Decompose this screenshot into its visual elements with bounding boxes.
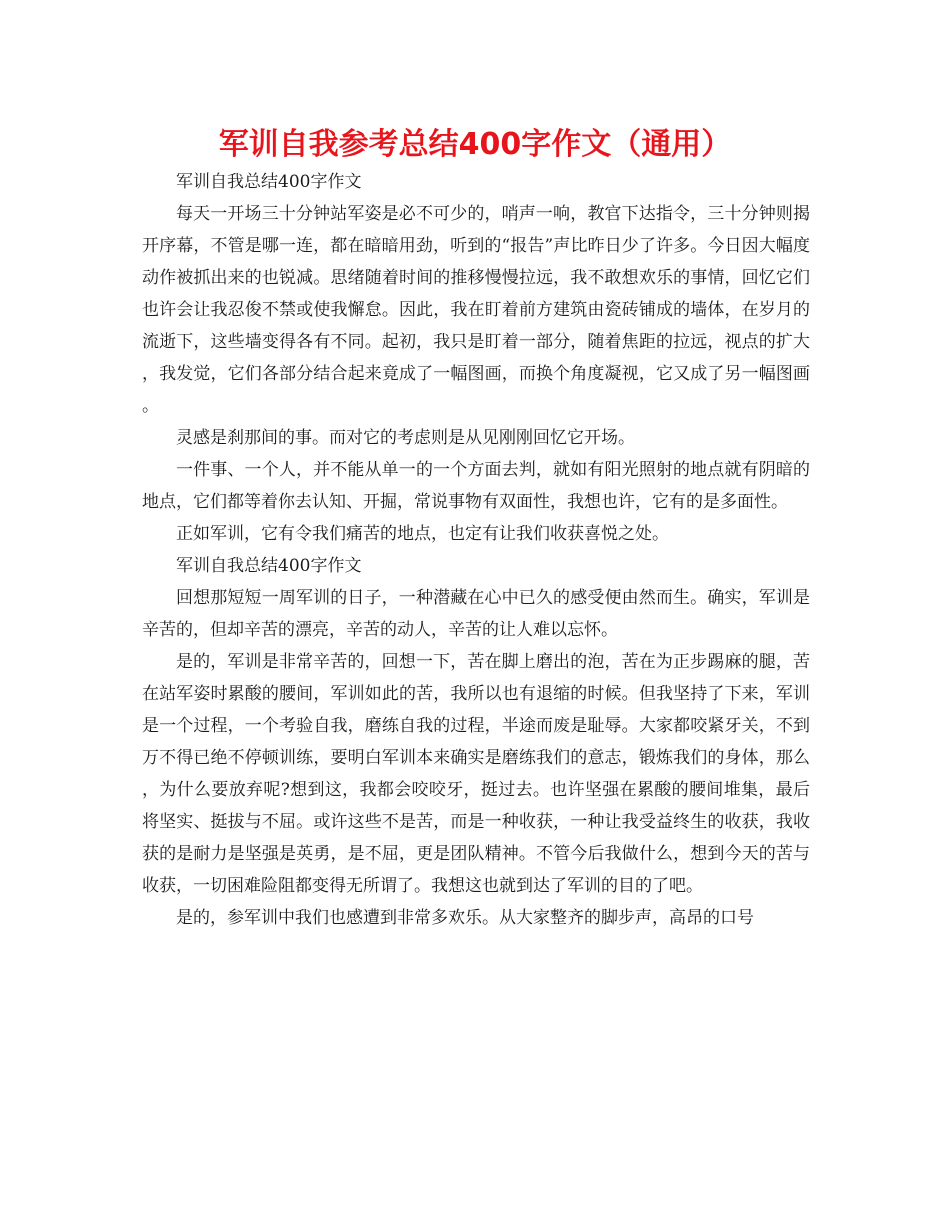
document-title: 军训自我参考总结400字作文（通用） [218, 127, 732, 162]
paragraph: 是的，参军训中我们也感遭到非常多欢乐。从大家整齐的脚步声，高昂的口号 [176, 908, 754, 928]
paragraph: 回想那短短一周军训的日子，一种潜藏在心中已久的感受便由然而生。确实，军训是辛苦的，但却辛苦的漂亮，辛苦的动人，辛苦的让人难以忘怀。 [142, 588, 810, 640]
paragraph: 灵感是刹那间的事。而对它的考虑则是从见刚刚回忆它开场。 [176, 428, 635, 448]
paragraph: 是的，军训是非常辛苦的，回想一下，苦在脚上磨出的泡，苦在为正步踢麻的腿，苦在站军姿时累酸的腰间，军训如此的苦，我所以也有退缩的时候。但我坚持了下来，军训是一个过程，一个考验自我，磨练自我的过程，半途而废是耻辱。大家都咬紧牙关，不到万不得已绝不停顿训练，要明白军训本来确实是磨练我们的意志，锻炼我们的身体，那么，为什么要放弃呢?想到这，我都会咬咬牙，挺过去。也许坚强在累酸的腰间堆集，最后将坚实、挺拔与不屈。或许这些不是苦，而是一种收获，一种让我受益终生的收获，我收获的是耐力是坚强是英勇，是不屈，更是团队精神。不管今后我做什么，想到今天的苦与收获，一切困难险阻都变得无所谓了。我想这也就到达了军训的目的了吧。 [142, 652, 810, 896]
section-heading-1: 军训自我总结400字作文 [176, 172, 362, 192]
section-heading-2: 军训自我总结400字作文 [176, 556, 362, 576]
paragraph: 一件事、一个人，并不能从单一的一个方面去判，就如有阳光照射的地点就有阴暗的地点，它们都等着你去认知、开掘，常说事物有双面性，我想也许，它有的是多面性。 [142, 460, 810, 512]
paragraph: 每天一开场三十分钟站军姿是必不可少的，哨声一响，教官下达指令，三十分钟则揭开序幕，不管是哪一连，都在暗暗用劲，听到的“报告”声比昨日少了许多。今日因大幅度动作被抓出来的也锐减。思绪随着时间的推移慢慢拉远，我不敢想欢乐的事情，回忆它们也许会让我忍俊不禁或使我懈怠。因此，我在盯着前方建筑由瓷砖铺成的墙体，在岁月的流逝下，这些墙变得各有不同。起初，我只是盯着一部分，随着焦距的拉远，视点的扩大，我发觉，它们各部分结合起来竟成了一幅图画，而换个角度凝视，它又成了另一幅图画。 [142, 204, 810, 416]
document-body [142, 166, 810, 934]
paragraph: 正如军训，它有令我们痛苦的地点，也定有让我们收获喜悦之处。 [176, 524, 669, 544]
